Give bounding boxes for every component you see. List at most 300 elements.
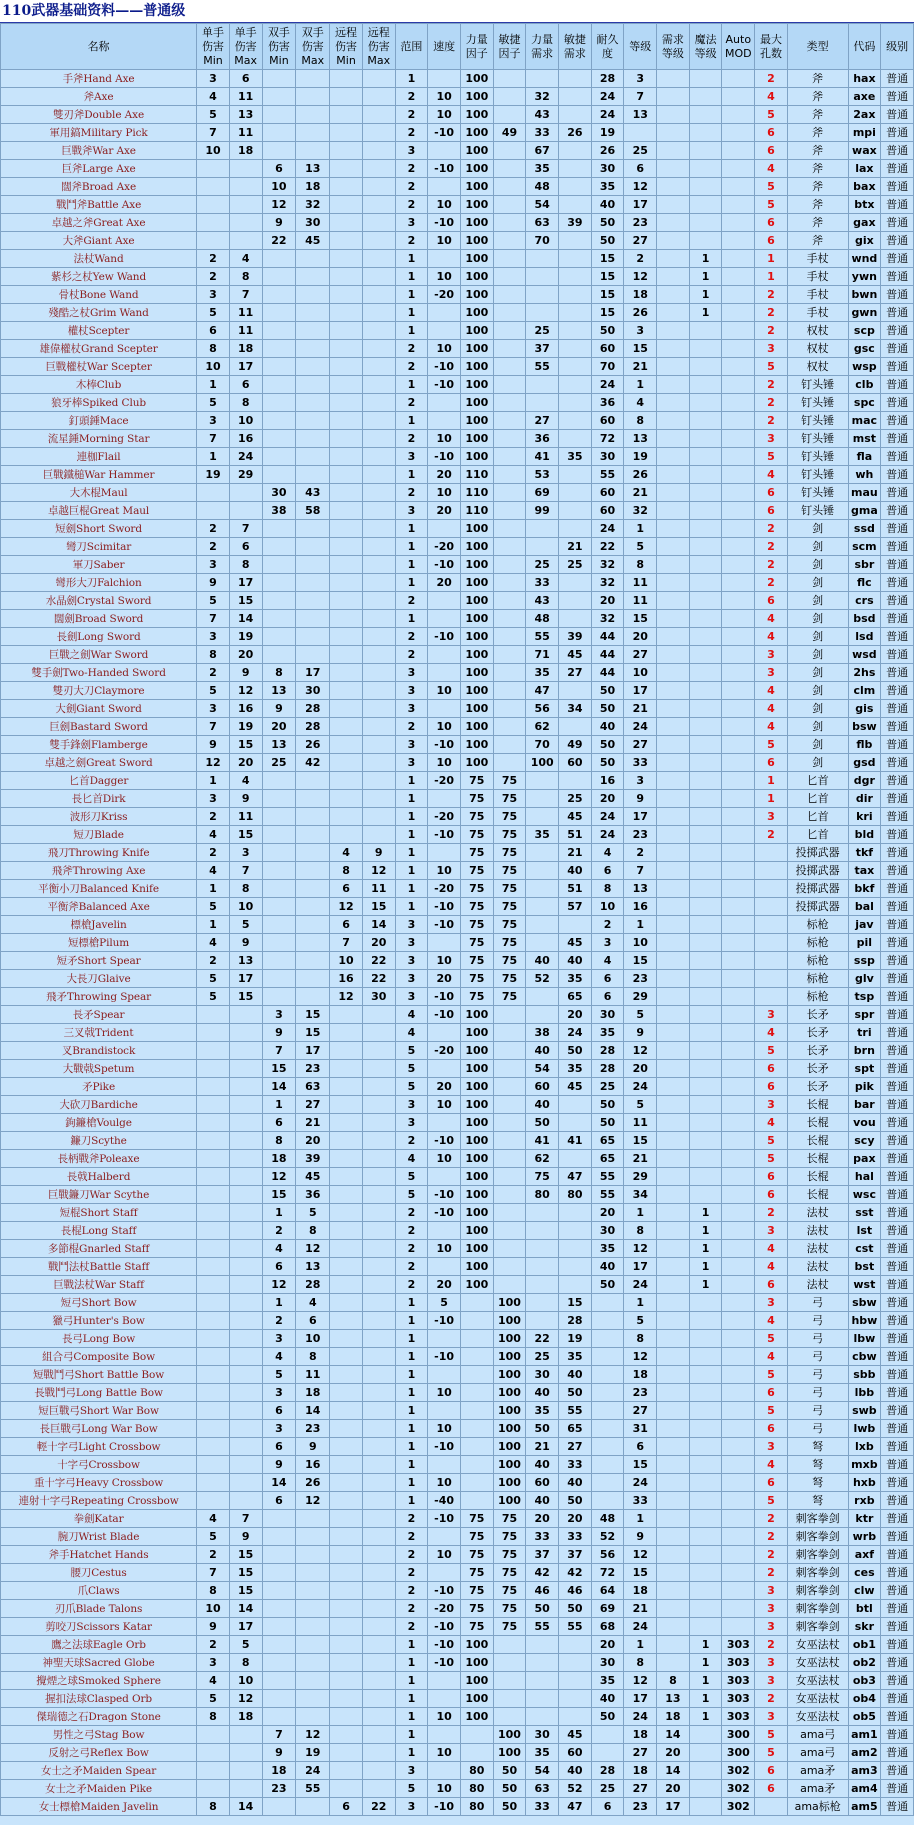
header-magic-level: 魔法等级 (689, 24, 722, 70)
cell-str-factor: 100 (460, 358, 493, 376)
table-row (1, 1204, 914, 1222)
cell-two-hand-min: 9 (262, 1456, 296, 1474)
cell-name: 長匕首Dirk (1, 790, 197, 808)
cell-range: 1 (395, 1366, 428, 1384)
cell-dex-req (559, 178, 592, 196)
cell-range: 1 (395, 826, 428, 844)
table-row (1, 1654, 914, 1672)
cell-str-req (526, 934, 559, 952)
cell-code: jav (848, 916, 881, 934)
cell-speed: -10 (428, 1186, 461, 1204)
cell-one-hand-max (229, 1330, 262, 1348)
cell-magic-level (689, 1186, 722, 1204)
cell-auto-mod (722, 124, 755, 142)
cell-level: 5 (624, 1096, 657, 1114)
cell-two-hand-max (296, 124, 330, 142)
cell-ranged-max (362, 1186, 395, 1204)
cell-durability: 50 (591, 736, 624, 754)
cell-max-sockets: 6 (755, 1186, 788, 1204)
cell-range: 2 (395, 1528, 428, 1546)
cell-name: 長柄戰斧Poleaxe (1, 1150, 197, 1168)
cell-dex-factor (493, 1006, 526, 1024)
cell-code: clw (848, 1582, 881, 1600)
cell-type: 弓 (787, 1294, 848, 1312)
cell-req-level (657, 1330, 690, 1348)
cell-two-hand-max (296, 1600, 330, 1618)
cell-auto-mod (722, 718, 755, 736)
cell-auto-mod (722, 304, 755, 322)
cell-range: 1 (395, 610, 428, 628)
table-row (1, 916, 914, 934)
cell-two-hand-max: 43 (296, 484, 330, 502)
cell-auto-mod (722, 1600, 755, 1618)
cell-two-hand-min (262, 1798, 296, 1816)
cell-dex-factor (493, 1258, 526, 1276)
cell-code: am4 (848, 1780, 881, 1798)
cell-str-factor: 75 (460, 988, 493, 1006)
cell-req-level (657, 1096, 690, 1114)
cell-durability: 60 (591, 502, 624, 520)
cell-range: 1 (395, 1348, 428, 1366)
cell-one-hand-max (229, 1744, 262, 1762)
cell-magic-level (689, 1798, 722, 1816)
cell-dex-factor (493, 1114, 526, 1132)
cell-auto-mod (722, 1186, 755, 1204)
cell-dex-req: 80 (559, 1186, 592, 1204)
cell-dex-factor: 50 (493, 1780, 526, 1798)
cell-str-req (526, 916, 559, 934)
cell-speed: 10 (428, 1384, 461, 1402)
cell-magic-level (689, 844, 722, 862)
cell-ranged-min: 6 (330, 916, 363, 934)
cell-ranged-min: 7 (330, 934, 363, 952)
cell-code: gsd (848, 754, 881, 772)
cell-range: 3 (395, 502, 428, 520)
cell-code: gma (848, 502, 881, 520)
cell-speed: -10 (428, 1582, 461, 1600)
cell-two-hand-max: 18 (296, 178, 330, 196)
cell-range: 1 (395, 376, 428, 394)
cell-str-req: 25 (526, 1348, 559, 1366)
cell-level: 11 (624, 574, 657, 592)
cell-ranged-min (330, 466, 363, 484)
cell-two-hand-min: 9 (262, 700, 296, 718)
cell-two-hand-max (296, 772, 330, 790)
cell-dex-req: 26 (559, 124, 592, 142)
cell-type: 长棍 (787, 1114, 848, 1132)
cell-rank: 普通 (881, 1780, 914, 1798)
cell-two-hand-max (296, 1654, 330, 1672)
cell-dex-req (559, 358, 592, 376)
cell-one-hand-max: 15 (229, 1546, 262, 1564)
cell-dex-req: 35 (559, 1060, 592, 1078)
cell-dex-factor (493, 610, 526, 628)
cell-level: 27 (624, 1744, 657, 1762)
cell-max-sockets: 3 (755, 1438, 788, 1456)
cell-one-hand-max: 17 (229, 574, 262, 592)
cell-type: 刺客拳剑 (787, 1618, 848, 1636)
table-row (1, 1420, 914, 1438)
cell-durability: 20 (591, 1636, 624, 1654)
cell-code: dgr (848, 772, 881, 790)
cell-max-sockets: 6 (755, 1276, 788, 1294)
cell-level: 23 (624, 214, 657, 232)
cell-req-level (657, 1276, 690, 1294)
cell-durability: 19 (591, 124, 624, 142)
cell-type: 手杖 (787, 304, 848, 322)
cell-name: 爪Claws (1, 1582, 197, 1600)
cell-range: 1 (395, 70, 428, 88)
cell-durability: 24 (591, 106, 624, 124)
cell-two-hand-max: 12 (296, 1726, 330, 1744)
cell-dex-req: 51 (559, 826, 592, 844)
cell-two-hand-max: 13 (296, 1258, 330, 1276)
cell-two-hand-max: 16 (296, 1456, 330, 1474)
cell-durability (591, 1474, 624, 1492)
cell-str-factor: 100 (460, 1132, 493, 1150)
cell-ranged-min (330, 214, 363, 232)
cell-type: 剑 (787, 682, 848, 700)
cell-level: 12 (624, 1672, 657, 1690)
cell-durability: 4 (591, 844, 624, 862)
cell-speed: 10 (428, 754, 461, 772)
cell-level: 6 (624, 1438, 657, 1456)
cell-magic-level (689, 736, 722, 754)
cell-auto-mod (722, 142, 755, 160)
cell-one-hand-max: 11 (229, 88, 262, 106)
cell-str-req: 62 (526, 718, 559, 736)
cell-one-hand-max: 7 (229, 286, 262, 304)
cell-name: 巨戰鐵槌War Hammer (1, 466, 197, 484)
cell-auto-mod: 303 (722, 1672, 755, 1690)
cell-dex-factor (493, 1024, 526, 1042)
cell-ranged-max (362, 1762, 395, 1780)
cell-two-hand-max: 8 (296, 1348, 330, 1366)
cell-dex-factor (493, 1078, 526, 1096)
header-name: 名称 (1, 24, 197, 70)
cell-req-level: 20 (657, 1744, 690, 1762)
cell-dex-req (559, 466, 592, 484)
cell-ranged-min (330, 1600, 363, 1618)
cell-max-sockets: 3 (755, 1222, 788, 1240)
cell-auto-mod (722, 628, 755, 646)
cell-one-hand-min (197, 1744, 230, 1762)
cell-auto-mod (722, 394, 755, 412)
cell-auto-mod: 303 (722, 1654, 755, 1672)
cell-two-hand-max (296, 1672, 330, 1690)
cell-durability: 22 (591, 538, 624, 556)
cell-req-level (657, 1438, 690, 1456)
cell-req-level (657, 916, 690, 934)
cell-dex-factor (493, 268, 526, 286)
cell-dex-factor (493, 1708, 526, 1726)
cell-dex-req: 28 (559, 1312, 592, 1330)
cell-ranged-min (330, 826, 363, 844)
cell-req-level: 14 (657, 1726, 690, 1744)
cell-name: 長棍Long Staff (1, 1222, 197, 1240)
cell-one-hand-max: 20 (229, 754, 262, 772)
cell-ranged-max (362, 268, 395, 286)
cell-one-hand-min (197, 1150, 230, 1168)
cell-level: 9 (624, 1528, 657, 1546)
cell-auto-mod (722, 340, 755, 358)
cell-type: 投掷武器 (787, 844, 848, 862)
cell-range: 1 (395, 466, 428, 484)
cell-rank: 普通 (881, 646, 914, 664)
cell-one-hand-max: 6 (229, 70, 262, 88)
cell-dex-req: 60 (559, 1744, 592, 1762)
cell-name: 軍用鎬Military Pick (1, 124, 197, 142)
cell-type: 钉头锤 (787, 394, 848, 412)
cell-str-req: 80 (526, 1186, 559, 1204)
cell-speed: -10 (428, 1204, 461, 1222)
cell-auto-mod (722, 1294, 755, 1312)
cell-one-hand-max (229, 502, 262, 520)
cell-dex-factor: 75 (493, 970, 526, 988)
cell-ranged-min: 6 (330, 1798, 363, 1816)
cell-auto-mod (722, 574, 755, 592)
cell-ranged-max: 11 (362, 880, 395, 898)
cell-name: 連射十字弓Repeating Crossbow (1, 1492, 197, 1510)
cell-max-sockets: 6 (755, 1060, 788, 1078)
table-row (1, 196, 914, 214)
cell-speed (428, 304, 461, 322)
cell-one-hand-min (197, 1366, 230, 1384)
cell-str-req (526, 1672, 559, 1690)
cell-one-hand-min: 4 (197, 1672, 230, 1690)
cell-magic-level (689, 340, 722, 358)
table-row (1, 88, 914, 106)
cell-two-hand-min: 9 (262, 1024, 296, 1042)
cell-max-sockets: 5 (755, 1726, 788, 1744)
cell-max-sockets: 6 (755, 1384, 788, 1402)
cell-str-req (526, 1654, 559, 1672)
cell-durability: 44 (591, 664, 624, 682)
cell-str-req (526, 376, 559, 394)
cell-dex-factor: 100 (493, 1294, 526, 1312)
cell-level: 24 (624, 1708, 657, 1726)
cell-durability: 50 (591, 214, 624, 232)
cell-range: 1 (395, 1294, 428, 1312)
cell-type: 剑 (787, 556, 848, 574)
cell-name: 軍刀Saber (1, 556, 197, 574)
cell-rank: 普通 (881, 952, 914, 970)
cell-range: 2 (395, 340, 428, 358)
cell-magic-level (689, 1114, 722, 1132)
cell-two-hand-max (296, 268, 330, 286)
cell-one-hand-max (229, 1132, 262, 1150)
cell-type: 长棍 (787, 1186, 848, 1204)
cell-code: mau (848, 484, 881, 502)
cell-max-sockets: 3 (755, 1708, 788, 1726)
table-row (1, 304, 914, 322)
cell-type: 剑 (787, 574, 848, 592)
cell-one-hand-max: 9 (229, 664, 262, 682)
cell-dex-factor (493, 1060, 526, 1078)
cell-magic-level: 1 (689, 1222, 722, 1240)
cell-speed: 20 (428, 1276, 461, 1294)
cell-type: 弩 (787, 1474, 848, 1492)
cell-two-hand-min (262, 844, 296, 862)
cell-str-req (526, 808, 559, 826)
cell-dex-factor: 100 (493, 1438, 526, 1456)
cell-str-req (526, 520, 559, 538)
cell-level: 26 (624, 466, 657, 484)
cell-magic-level: 1 (689, 1636, 722, 1654)
cell-speed: 10 (428, 1150, 461, 1168)
cell-one-hand-max: 14 (229, 1600, 262, 1618)
cell-one-hand-min (197, 1078, 230, 1096)
cell-dex-req: 27 (559, 664, 592, 682)
cell-str-factor: 100 (460, 214, 493, 232)
cell-level: 18 (624, 1726, 657, 1744)
cell-dex-req: 21 (559, 844, 592, 862)
cell-two-hand-max: 23 (296, 1060, 330, 1078)
cell-str-factor: 100 (460, 232, 493, 250)
cell-str-factor: 100 (460, 1690, 493, 1708)
cell-str-factor: 75 (460, 1546, 493, 1564)
cell-rank: 普通 (881, 358, 914, 376)
cell-req-level (657, 322, 690, 340)
cell-str-factor: 100 (460, 736, 493, 754)
cell-auto-mod (722, 1258, 755, 1276)
cell-two-hand-min (262, 70, 296, 88)
cell-str-factor: 100 (460, 1186, 493, 1204)
cell-rank: 普通 (881, 250, 914, 268)
cell-rank: 普通 (881, 1690, 914, 1708)
cell-type: 刺客拳剑 (787, 1564, 848, 1582)
cell-dex-req: 35 (559, 1348, 592, 1366)
cell-durability: 3 (591, 934, 624, 952)
cell-speed (428, 700, 461, 718)
table-row (1, 250, 914, 268)
cell-two-hand-max: 15 (296, 1006, 330, 1024)
cell-rank: 普通 (881, 1582, 914, 1600)
cell-type: 刺客拳剑 (787, 1546, 848, 1564)
cell-req-level (657, 844, 690, 862)
cell-one-hand-max (229, 1492, 262, 1510)
cell-dex-req: 47 (559, 1798, 592, 1816)
table-row (1, 1006, 914, 1024)
cell-level: 15 (624, 610, 657, 628)
cell-str-req: 43 (526, 106, 559, 124)
cell-dex-factor (493, 574, 526, 592)
cell-str-factor: 75 (460, 1564, 493, 1582)
cell-range: 2 (395, 1582, 428, 1600)
cell-range: 1 (395, 412, 428, 430)
cell-max-sockets: 4 (755, 1258, 788, 1276)
cell-one-hand-max (229, 1384, 262, 1402)
cell-req-level (657, 178, 690, 196)
cell-ranged-max (362, 1708, 395, 1726)
cell-level: 10 (624, 934, 657, 952)
header-max-sockets: 最大孔数 (755, 24, 788, 70)
cell-two-hand-min: 6 (262, 160, 296, 178)
table-row (1, 1762, 914, 1780)
cell-code: wnd (848, 250, 881, 268)
cell-dex-req (559, 286, 592, 304)
cell-two-hand-min: 38 (262, 502, 296, 520)
cell-dex-req (559, 1672, 592, 1690)
table-row (1, 1528, 914, 1546)
cell-one-hand-min (197, 1312, 230, 1330)
cell-auto-mod (722, 268, 755, 286)
cell-type: 女巫法杖 (787, 1654, 848, 1672)
cell-magic-level: 1 (689, 1672, 722, 1690)
cell-level: 31 (624, 1420, 657, 1438)
cell-rank: 普通 (881, 1474, 914, 1492)
cell-max-sockets: 6 (755, 484, 788, 502)
cell-level: 11 (624, 1114, 657, 1132)
cell-one-hand-min (197, 1042, 230, 1060)
cell-one-hand-min (197, 1096, 230, 1114)
cell-req-level (657, 646, 690, 664)
cell-range: 3 (395, 736, 428, 754)
cell-magic-level (689, 448, 722, 466)
cell-dex-req (559, 268, 592, 286)
cell-magic-level (689, 1294, 722, 1312)
cell-durability: 60 (591, 484, 624, 502)
cell-rank: 普通 (881, 142, 914, 160)
header-dex-req: 敏捷需求 (559, 24, 592, 70)
cell-req-level (657, 448, 690, 466)
cell-one-hand-min: 8 (197, 646, 230, 664)
cell-level: 17 (624, 682, 657, 700)
cell-two-hand-min (262, 412, 296, 430)
cell-magic-level (689, 358, 722, 376)
cell-str-req: 35 (526, 1402, 559, 1420)
cell-max-sockets: 2 (755, 376, 788, 394)
cell-type: 钉头锤 (787, 412, 848, 430)
cell-max-sockets (755, 862, 788, 880)
cell-two-hand-min: 4 (262, 1240, 296, 1258)
cell-str-factor (460, 1294, 493, 1312)
cell-ranged-min (330, 1726, 363, 1744)
cell-magic-level (689, 70, 722, 88)
cell-level: 15 (624, 952, 657, 970)
cell-dex-factor (493, 430, 526, 448)
cell-two-hand-min (262, 304, 296, 322)
cell-range: 1 (395, 1690, 428, 1708)
cell-str-factor: 100 (460, 88, 493, 106)
cell-ranged-max (362, 1330, 395, 1348)
cell-name: 巨斧Large Axe (1, 160, 197, 178)
cell-durability: 30 (591, 1654, 624, 1672)
cell-one-hand-max (229, 1204, 262, 1222)
cell-max-sockets: 5 (755, 196, 788, 214)
cell-type: 标枪 (787, 916, 848, 934)
cell-dex-req: 37 (559, 1546, 592, 1564)
cell-ranged-max: 14 (362, 916, 395, 934)
table-row (1, 340, 914, 358)
cell-magic-level (689, 160, 722, 178)
cell-speed: -10 (428, 376, 461, 394)
cell-two-hand-min: 23 (262, 1780, 296, 1798)
cell-dex-factor (493, 1042, 526, 1060)
cell-two-hand-max (296, 556, 330, 574)
cell-two-hand-min: 10 (262, 178, 296, 196)
cell-str-factor: 100 (460, 178, 493, 196)
cell-speed (428, 1456, 461, 1474)
cell-one-hand-min: 10 (197, 358, 230, 376)
cell-dex-req: 50 (559, 1042, 592, 1060)
cell-auto-mod (722, 466, 755, 484)
cell-auto-mod (722, 916, 755, 934)
cell-speed (428, 520, 461, 538)
cell-code: am2 (848, 1744, 881, 1762)
cell-level: 9 (624, 790, 657, 808)
cell-max-sockets: 4 (755, 718, 788, 736)
